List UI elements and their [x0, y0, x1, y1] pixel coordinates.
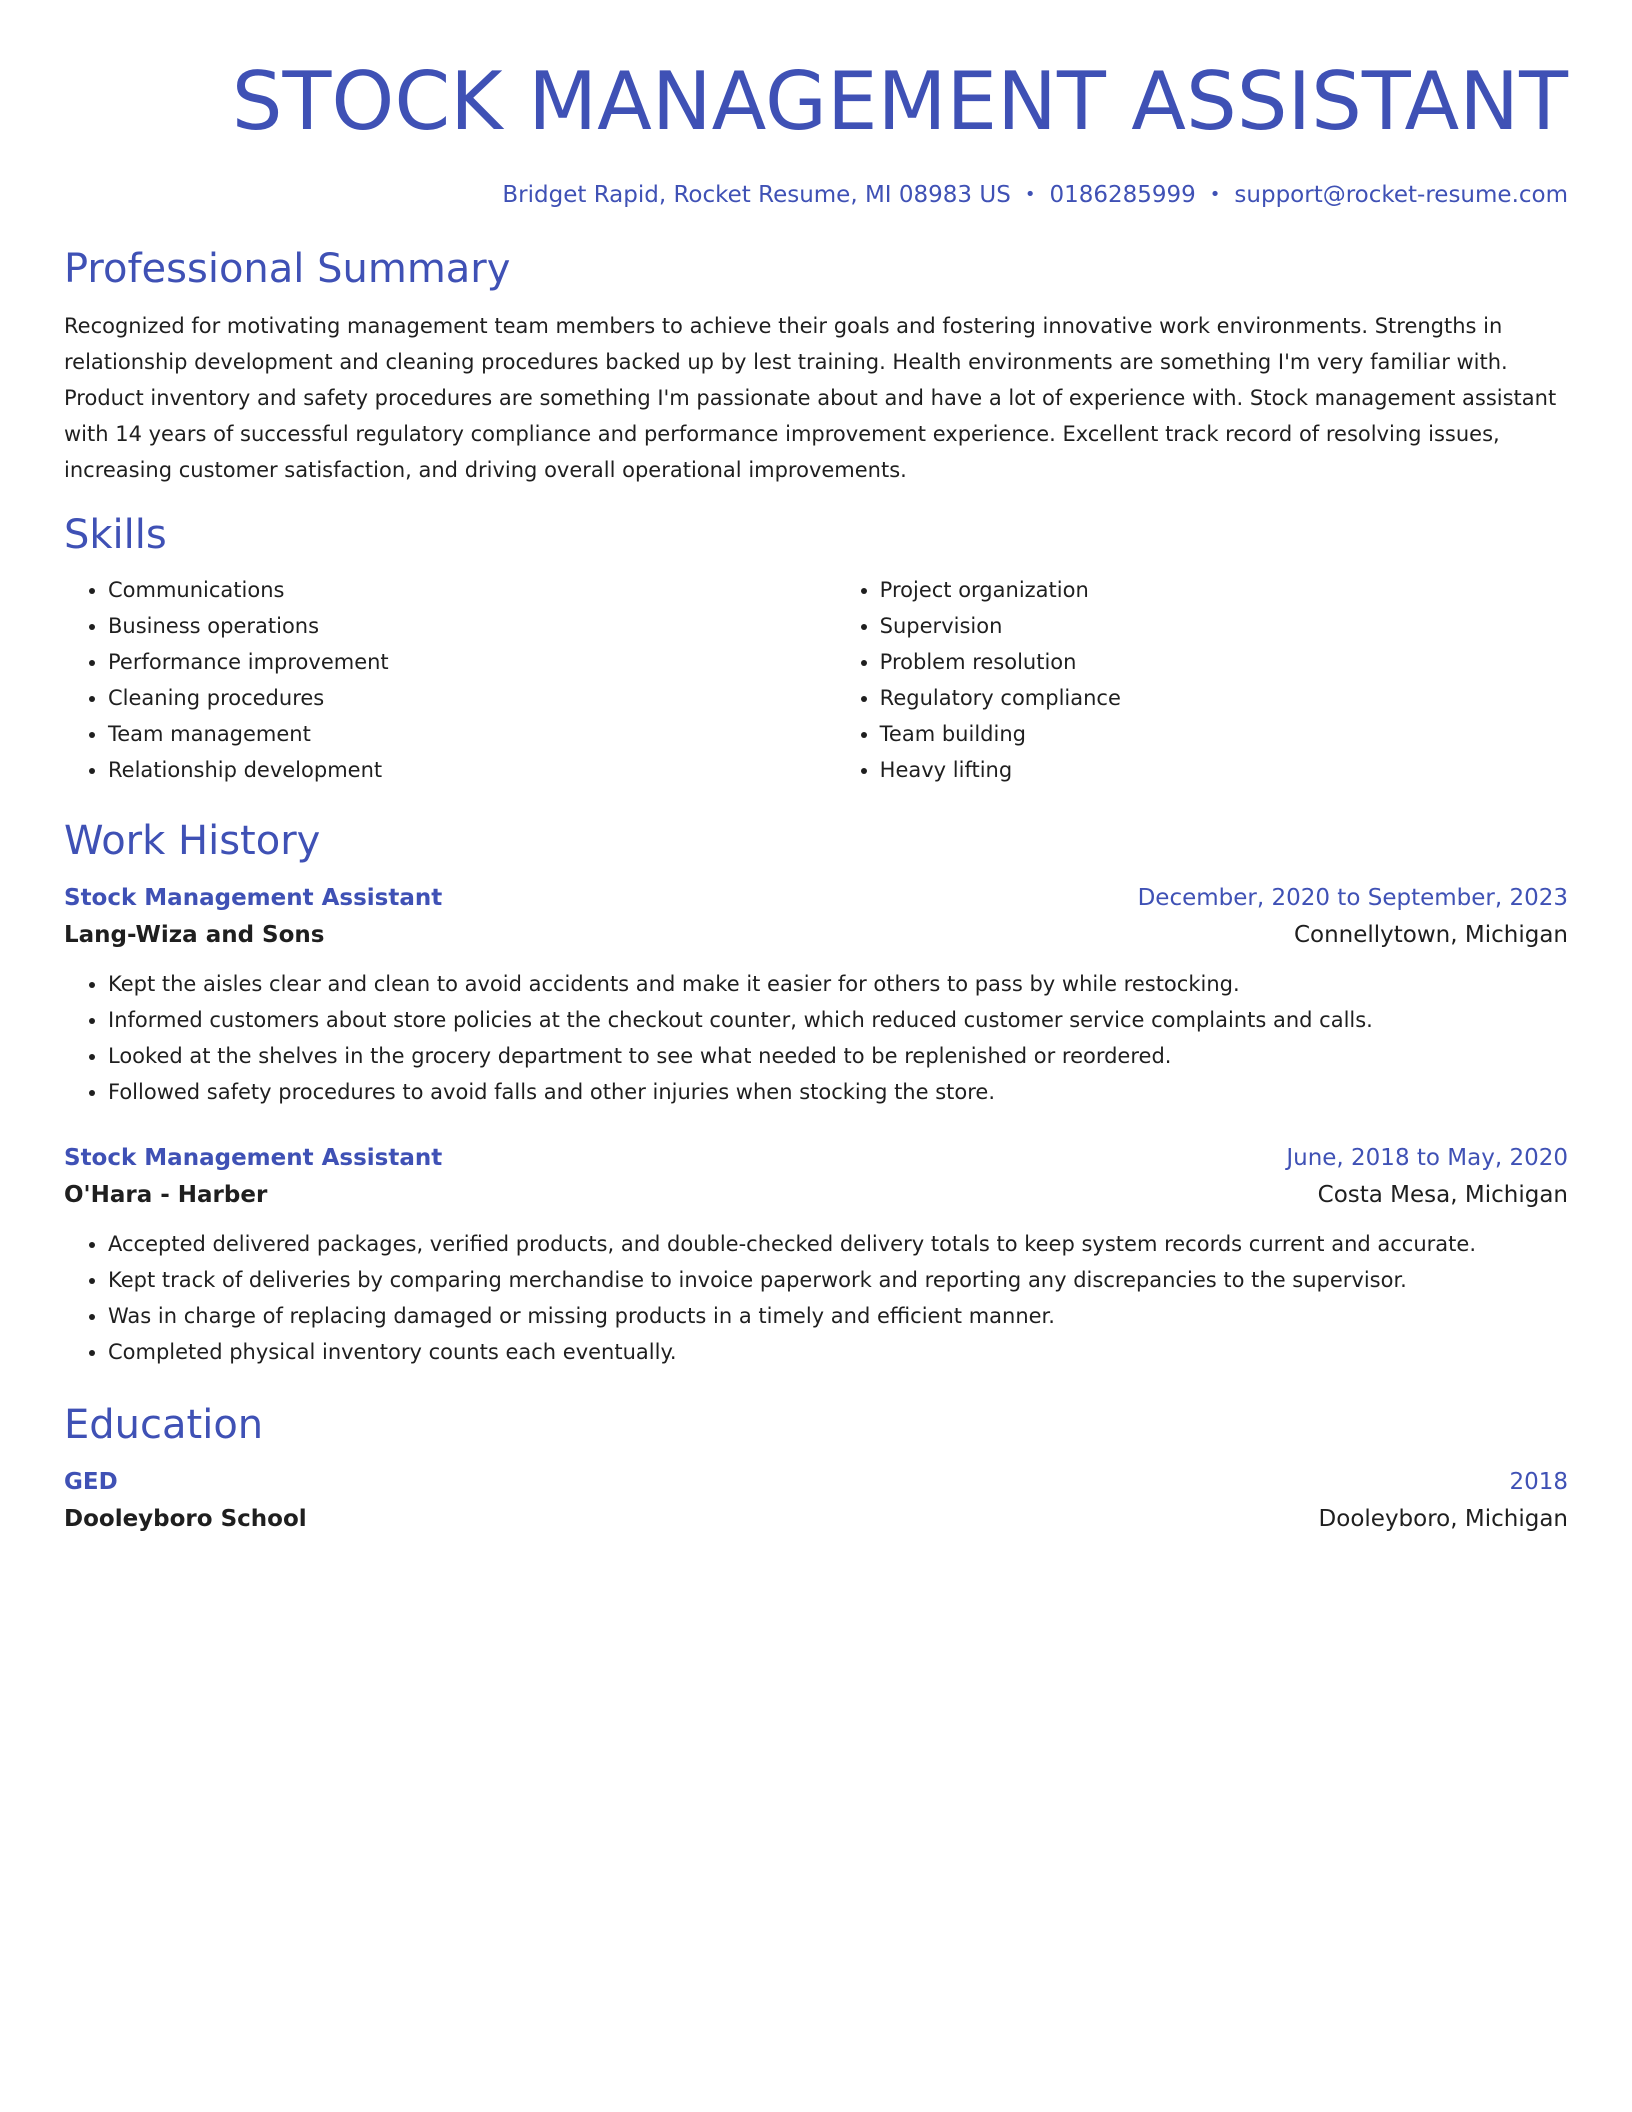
skill-item: • Regulatory compliance [880, 680, 1568, 716]
job-bullet: • Looked at the shelves in the grocery department to see what needed to be replenished or reordered. [108, 1038, 1568, 1074]
job-entry [64, 880, 1568, 1110]
resume-header [64, 52, 1568, 210]
skill-item: • Performance improvement [108, 644, 836, 680]
job-bullet: • Kept track of deliveries by comparing merchandise to invoice paperwork and reporting any discrepancies to the supervisor. [108, 1262, 1568, 1298]
contact-address: Bridget Rapid, Rocket Resume, MI 08983 US [502, 182, 1011, 208]
contact-email[interactable]: support@rocket-resume.com [1234, 182, 1568, 208]
skill-item: • Business operations [108, 608, 836, 644]
skill-item: • Project organization [880, 572, 1568, 608]
skill-item: • Team management [108, 716, 836, 752]
skills-grid [64, 572, 1568, 788]
job-bullet: • Informed customers about store policies at the checkout counter, which reduced customer service complaints and calls. [108, 1002, 1568, 1038]
job-company-row [64, 916, 1568, 954]
skill-item: • Supervision [880, 608, 1568, 644]
work-history-heading: Work History [64, 818, 321, 864]
job-location: Connellytown, Michigan [1293, 922, 1568, 948]
job-entry [64, 1140, 1568, 1370]
summary-section [64, 244, 1568, 488]
summary-heading: Professional Summary [64, 246, 511, 292]
job-bullet: • Followed safety procedures to avoid falls and other injuries when stocking the store. [108, 1074, 1568, 1110]
job-bullet: • Accepted delivered packages, verified products, and double-checked delivery totals to keep system records current and accurate. [108, 1226, 1568, 1262]
education-school-row [64, 1500, 1568, 1538]
contact-line [64, 180, 1568, 210]
job-title-row [64, 880, 1568, 916]
job-title: Stock Management Assistant [64, 885, 443, 911]
job-bullets [64, 1226, 1568, 1370]
skill-item: • Relationship development [108, 752, 836, 788]
education-entry [64, 1464, 1568, 1538]
job-title: Stock Management Assistant [64, 1145, 443, 1171]
job-company: Lang-Wiza and Sons [64, 922, 325, 948]
education-section [64, 1400, 1568, 1538]
education-heading: Education [64, 1402, 264, 1448]
education-year: 2018 [1509, 1469, 1568, 1495]
work-history-section [64, 816, 1568, 1370]
education-degree-row [64, 1464, 1568, 1500]
contact-separator-2: • [1209, 184, 1221, 205]
skill-item: • Problem resolution [880, 644, 1568, 680]
skill-item: • Team building [880, 716, 1568, 752]
skills-heading: Skills [64, 512, 167, 558]
job-company: O'Hara - Harber [64, 1182, 268, 1208]
job-title-row [64, 1140, 1568, 1176]
skill-item: • Cleaning procedures [108, 680, 836, 716]
skills-section [64, 510, 1568, 788]
skills-list-right [836, 572, 1568, 788]
job-bullet: • Kept the aisles clear and clean to avoid accidents and make it easier for others to pass by while restocking. [108, 966, 1568, 1002]
education-degree: GED [64, 1469, 118, 1495]
job-location: Costa Mesa, Michigan [1317, 1182, 1568, 1208]
job-bullet: • Completed physical inventory counts each eventually. [108, 1334, 1568, 1370]
job-bullets [64, 966, 1568, 1110]
education-location: Dooleyboro, Michigan [1318, 1506, 1568, 1532]
job-dates: June, 2018 to May, 2020 [1286, 1145, 1568, 1171]
skill-item: • Communications [108, 572, 836, 608]
skills-list-left [64, 572, 836, 788]
education-school: Dooleyboro School [64, 1506, 307, 1532]
summary-text: Recognized for motivating management team members to achieve their goals and fostering innovative work environments. Strengths in relationship development and cleaning procedures backed up by lest training. Health environments are something I'm very familiar with. Product inventory and safety procedures are something I'm passionate about and have a lot of experience with. Stock management assistant with 14 years of successful regulatory compliance and performance improvement experience. Excellent track record of resolving issues, increasing customer satisfaction, and driving overall operational improvements. [64, 314, 1557, 482]
page-title: STOCK MANAGEMENT ASSISTANT [231, 55, 1568, 148]
job-dates: December, 2020 to September, 2023 [1137, 885, 1568, 911]
contact-separator-1: • [1024, 184, 1036, 205]
job-company-row [64, 1176, 1568, 1214]
skill-item: • Heavy lifting [880, 752, 1568, 788]
job-bullet: • Was in charge of replacing damaged or missing products in a timely and efficient manner. [108, 1298, 1568, 1334]
contact-phone: 0186285999 [1049, 182, 1196, 208]
